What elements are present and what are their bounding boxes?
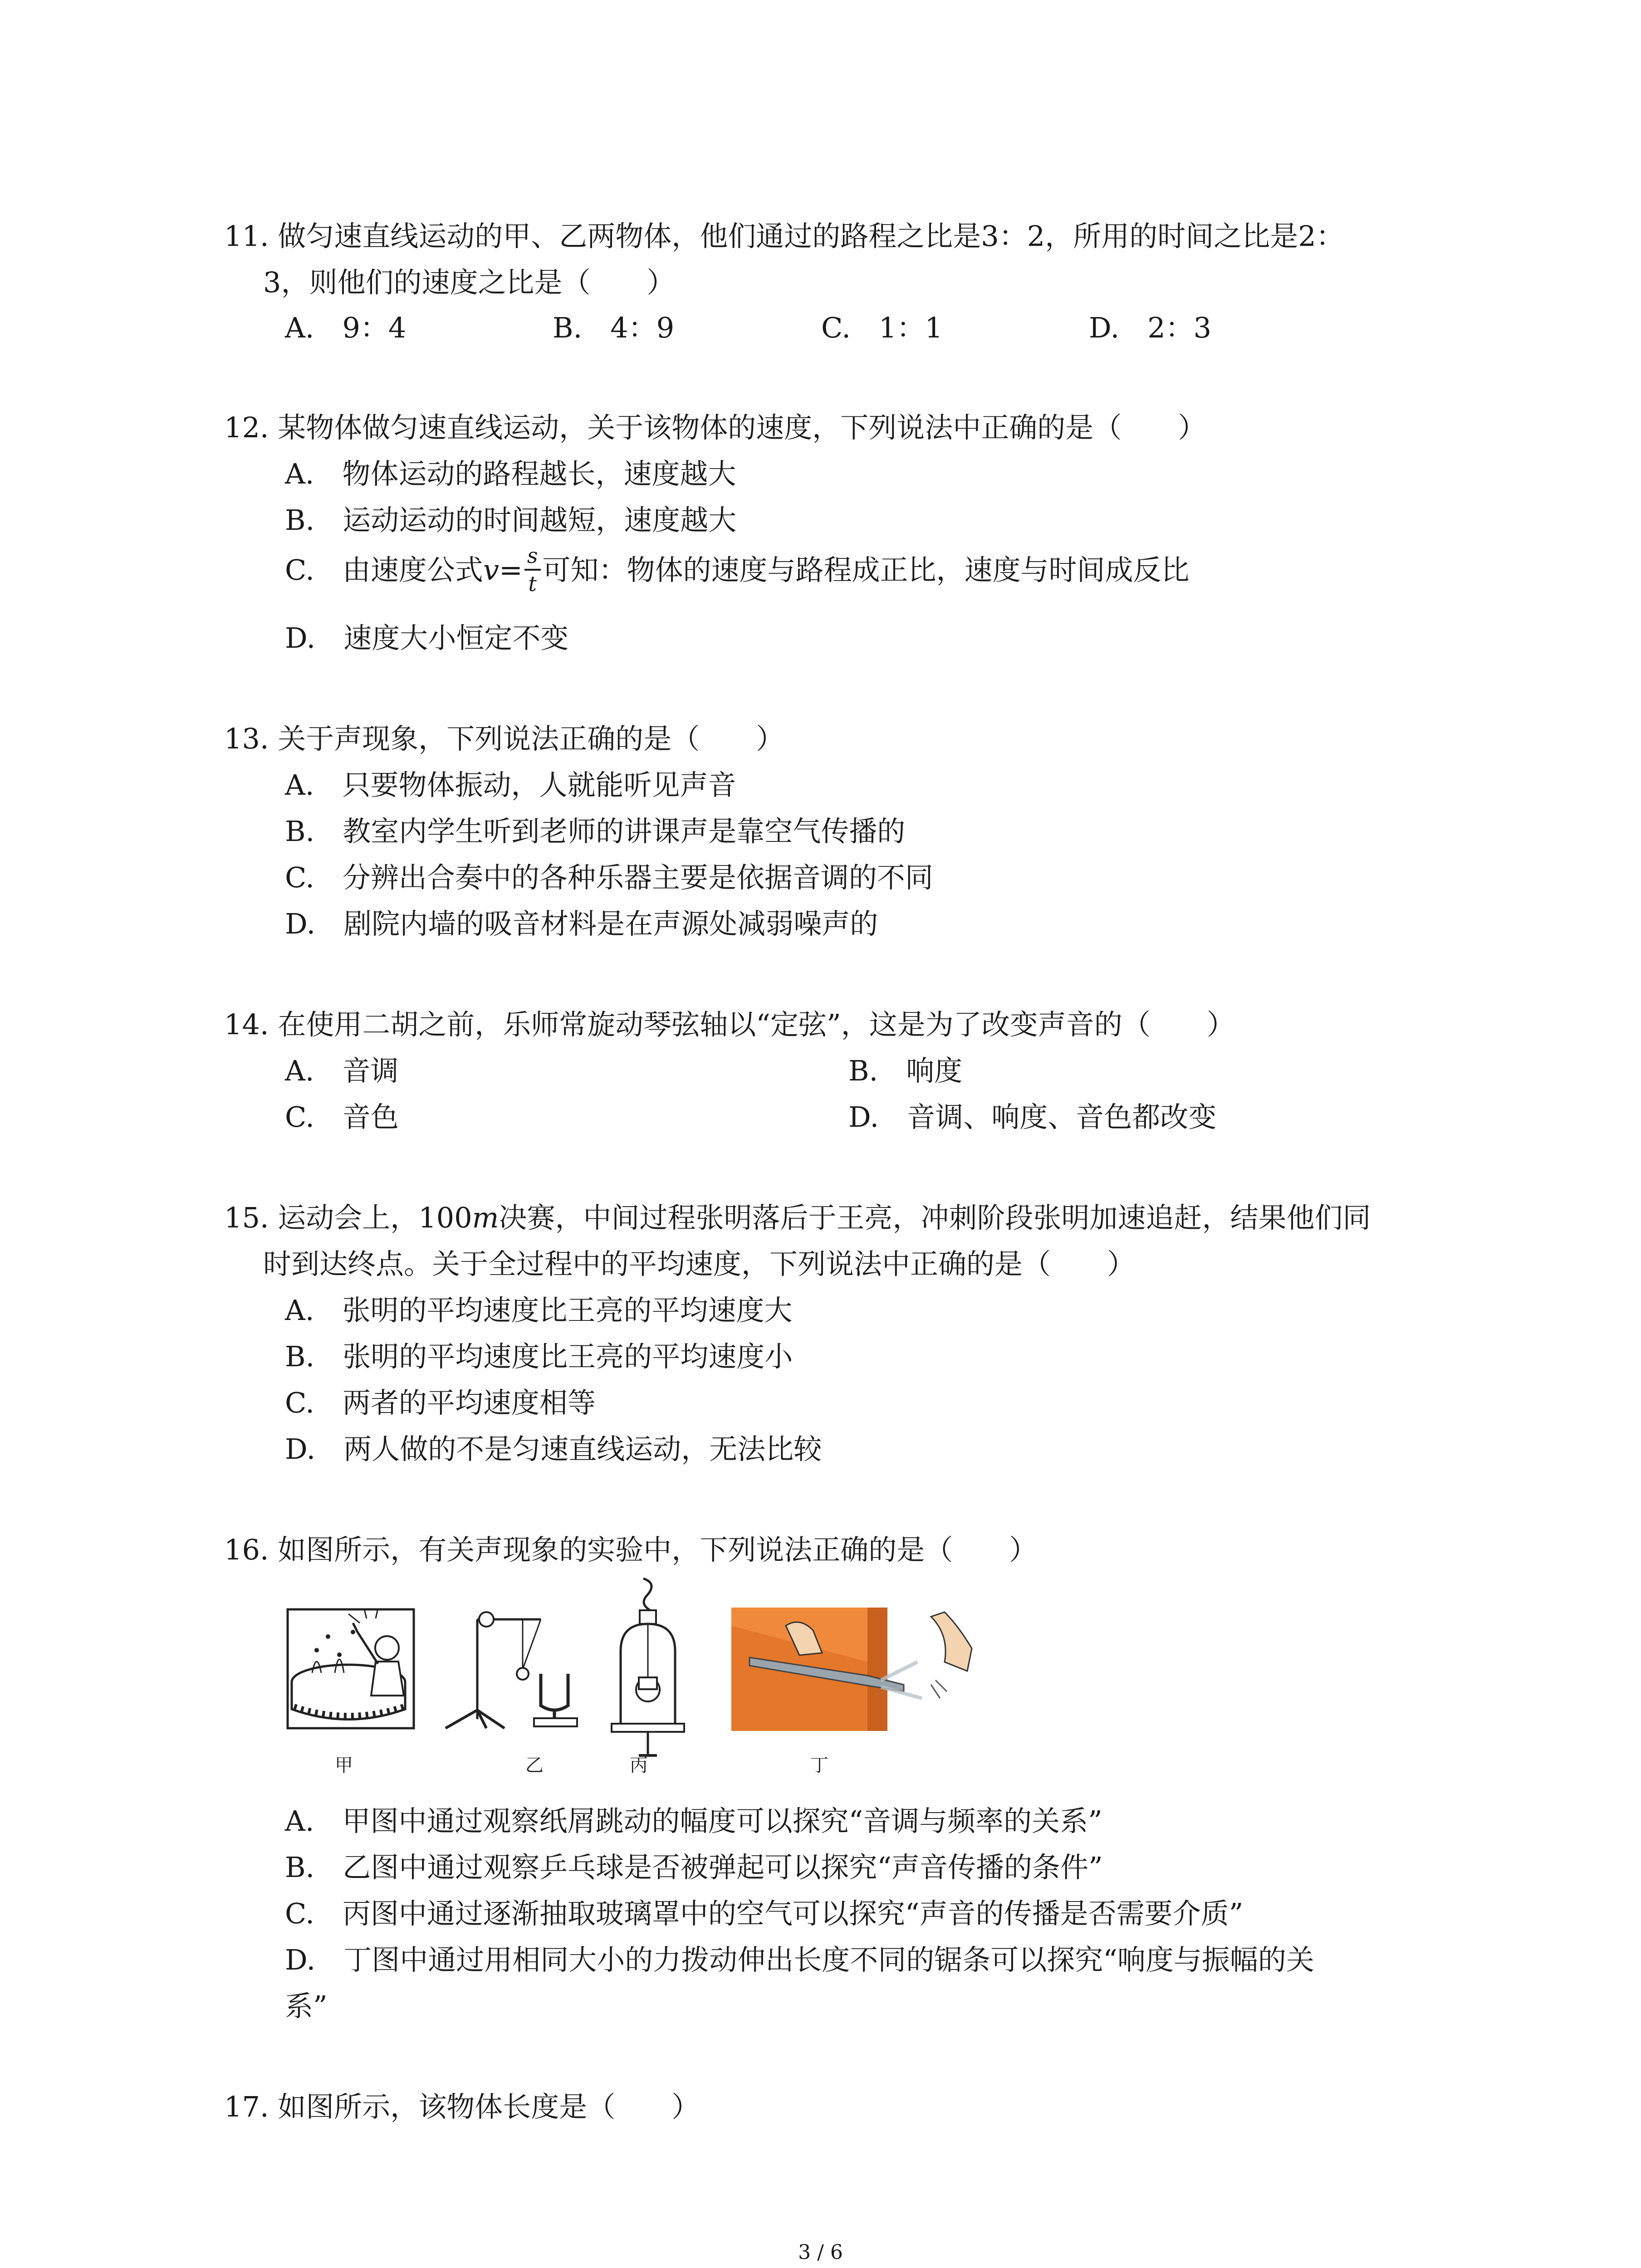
q16-stem: 16. 如图所示，有关声现象的实验中，下列说法正确的是（ ）	[224, 1533, 1038, 1566]
speed-formula-fraction	[524, 545, 541, 594]
q14-stem: 14. 在使用二胡之前，乐师常旋动琴弦轴以“定弦”，这是为了改变声音的（ ）	[224, 1008, 1235, 1041]
q11-option-b[interactable]: B. 4：9	[553, 311, 675, 344]
velocity-symbol: v	[483, 553, 499, 587]
q15-stem-line1	[224, 1201, 1371, 1234]
q13-option-c[interactable]: C. 分辨出合奏中的各种乐器主要是依据音调的不同	[285, 861, 933, 894]
q12-option-c[interactable]	[285, 543, 1190, 597]
figure-label-jia: 甲	[335, 1755, 353, 1776]
q15-option-c[interactable]: C. 两者的平均速度相等	[285, 1386, 596, 1419]
q12-stem: 12. 某物体做匀速直线运动，关于该物体的速度，下列说法中正确的是（ ）	[224, 411, 1206, 444]
q12-option-c-suffix: 可知：物体的速度与路程成正比，速度与时间成反比	[542, 553, 1190, 587]
q11-option-d[interactable]: D. 2：3	[1089, 311, 1212, 344]
q16-option-a[interactable]: A. 甲图中通过观察纸屑跳动的幅度可以探究“音调与频率的关系”	[285, 1804, 1102, 1838]
q15-stem-line2: 时到达终点。关于全过程中的平均速度，下列说法中正确的是（ ）	[263, 1247, 1136, 1281]
q11-stem-line2: 3，则他们的速度之比是（ ）	[263, 266, 675, 299]
q15-line1-prefix: 15. 运动会上，100	[224, 1201, 472, 1234]
q13-stem: 13. 关于声现象，下列说法正确的是（ ）	[224, 722, 784, 755]
q14-option-b[interactable]: B. 响度	[848, 1054, 963, 1087]
q11-option-c[interactable]: C. 1：1	[821, 311, 943, 344]
q12-option-c-prefix: C. 由速度公式	[285, 553, 483, 587]
q16-option-b[interactable]: B. 乙图中通过观察乒乓球是否被弹起可以探究“声音传播的条件”	[285, 1851, 1103, 1884]
q15-option-b[interactable]: B. 张明的平均速度比王亮的平均速度小	[285, 1340, 793, 1373]
q16-option-d-line2: 系”	[285, 1989, 328, 2023]
q12-option-d[interactable]: D. 速度大小恒定不变	[285, 621, 569, 655]
q15-line1-suffix: 决赛，中间过程张明落后于王亮，冲刺阶段张明加速追赶，结果他们同	[499, 1201, 1371, 1234]
q15-option-a[interactable]: A. 张明的平均速度比王亮的平均速度大	[285, 1294, 793, 1327]
q12-option-b[interactable]: B. 运动运动的时间越短，速度越大	[285, 503, 737, 537]
q17-stem: 17. 如图所示，该物体长度是（ ）	[224, 2090, 700, 2123]
figure-ding-saw-blade-illustration	[731, 1608, 976, 1731]
figure-label-bing: 丙	[630, 1755, 648, 1776]
q14-option-d[interactable]: D. 音调、响度、音色都改变	[848, 1100, 1217, 1134]
q14-option-c[interactable]: C. 音色	[285, 1100, 399, 1134]
q13-option-d[interactable]: D. 剧院内墙的吸音材料是在声源处减弱噪声的	[285, 907, 878, 940]
q15-unit: m	[472, 1201, 499, 1234]
q12-option-a[interactable]: A. 物体运动的路程越长，速度越大	[285, 457, 736, 490]
equals-sign: =	[499, 553, 523, 587]
fraction-numerator: s	[524, 545, 541, 571]
figure-jia-drum-illustration	[285, 1605, 416, 1733]
q11-stem-line1: 11. 做匀速直线运动的甲、乙两物体，他们通过的路程之比是3：2，所用的时间之比是2：	[224, 220, 1344, 253]
q16-option-c[interactable]: C. 丙图中通过逐渐抽取玻璃罩中的空气可以探究“声音的传播是否需要介质”	[285, 1897, 1244, 1930]
q13-option-a[interactable]: A. 只要物体振动，人就能听见声音	[285, 768, 736, 802]
q16-option-d-line1[interactable]: D. 丁图中通过用相同大小的力拨动伸出长度不同的锯条可以探究“响度与振幅的关	[285, 1943, 1314, 1976]
q15-option-d[interactable]: D. 两人做的不是匀速直线运动，无法比较	[285, 1432, 822, 1466]
q13-option-b[interactable]: B. 教室内学生听到老师的讲课声是靠空气传播的	[285, 815, 906, 848]
page-number: 3 / 6	[798, 2241, 843, 2264]
fraction-denominator: t	[528, 572, 537, 596]
q14-option-a[interactable]: A. 音调	[285, 1054, 399, 1087]
figure-yi-tuning-fork-illustration	[436, 1601, 586, 1733]
figure-bing-bell-jar-illustration	[607, 1574, 689, 1765]
figure-label-ding: 丁	[810, 1755, 828, 1776]
figure-label-yi: 乙	[525, 1755, 544, 1776]
q11-option-a[interactable]: A. 9：4	[285, 311, 407, 344]
